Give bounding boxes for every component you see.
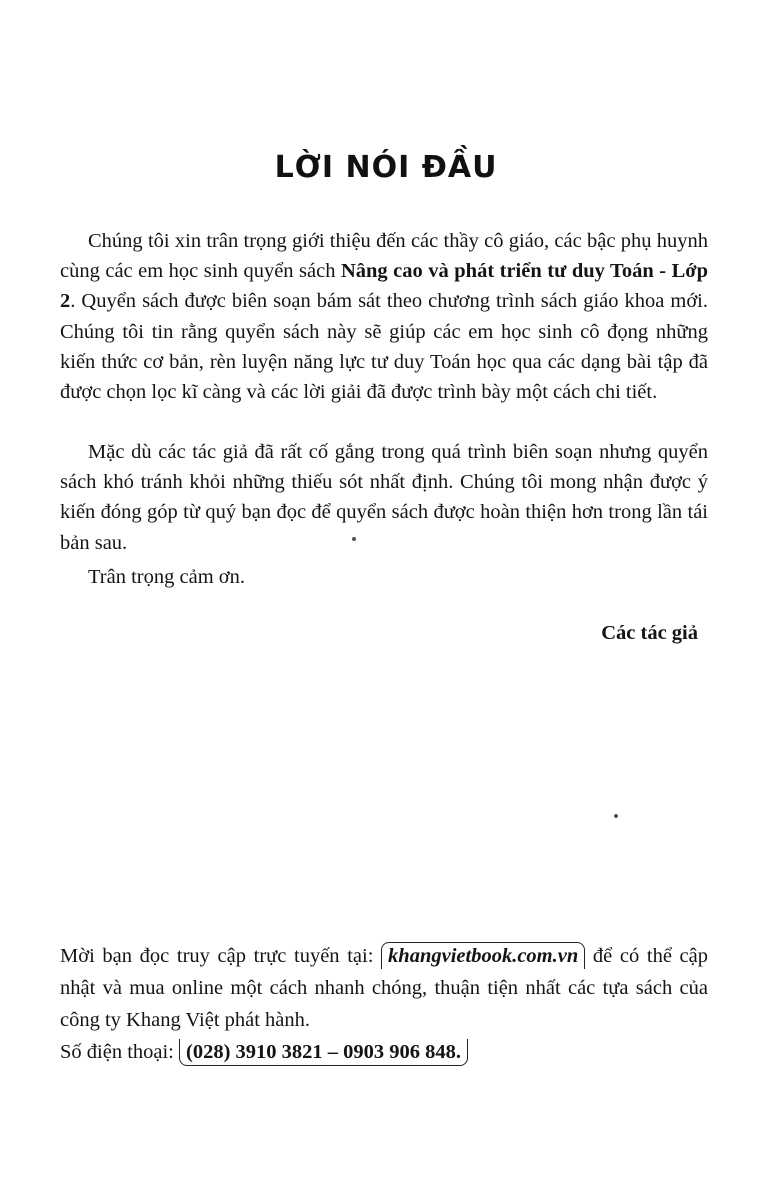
intro-text-before: Chúng tôi xin trân trọng giới thiệu đến các thầy cô giáo, các bậc phụ huynh cùng các em học sinh quyển sách [60, 230, 708, 283]
closing-paragraph [60, 562, 708, 592]
speck-mark [352, 537, 356, 541]
intro-paragraph [60, 226, 708, 407]
footer-access-line [60, 940, 708, 1036]
closing-text: Trân trọng cảm ơn. [88, 566, 245, 588]
speck-mark [614, 814, 618, 818]
website-link[interactable]: khangvietbook.com.vn [381, 942, 585, 969]
page-title: LỜI NÓI ĐẦU [274, 150, 498, 185]
footer-info [60, 940, 708, 1068]
phone-numbers: (028) 3910 3821 – 0903 906 848. [179, 1039, 468, 1066]
access-suffix: để có thể cập nhật và mua online một cách nhanh chóng, thuận tiện nhất các tựa sách của công ty Khang Việt phát hành. [60, 945, 709, 1031]
phone-label: Số điện thoại: [60, 1041, 174, 1063]
footer-phone-line [60, 1036, 708, 1068]
second-paragraph [60, 437, 708, 558]
access-prefix: Mời bạn đọc truy cập trực tuyến tại: [60, 945, 374, 967]
second-paragraph-text: Mặc dù các tác giả đã rất cố gắng trong quá trình biên soạn nhưng quyển sách khó tránh khỏi những thiếu sót nhất định. Chúng tôi mong nhận được ý kiến đóng góp từ quý bạn đọc để quyển sách được hoàn thiện hơn trong lần tái bản sau. [60, 441, 708, 554]
signature: Các tác giả [601, 622, 698, 644]
book-title: Nâng cao và phát triển tư duy Toán - Lớp 2 [60, 260, 708, 313]
intro-text-after: . Quyển sách được biên soạn bám sát theo chương trình sách giáo khoa mới. Chúng tôi tin rằng quyển sách này sẽ giúp các em học sinh cô đọng những kiến thức cơ bản, rèn luyện năng lực tư duy Toán học qua các dạng bài tập đã được chọn lọc kĩ càng và các lời giải đã được trình bày một cách chi tiết. [60, 290, 708, 404]
